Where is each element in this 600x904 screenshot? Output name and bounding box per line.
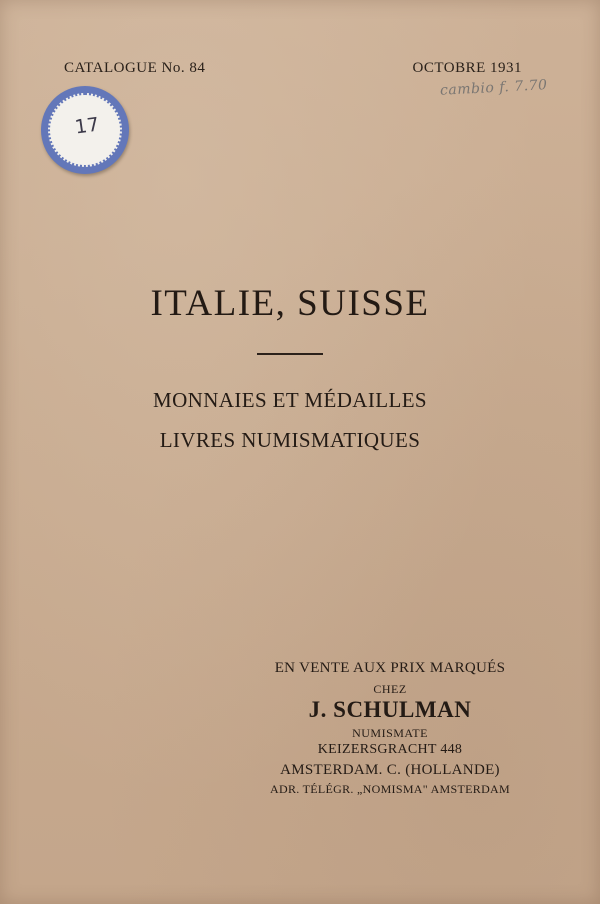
catalogue-number: CATALOGUE No. 84 [64,60,206,76]
imprint-dealer-name: J. SCHULMAN [308,697,472,722]
imprint-chez: CHEZ [373,682,407,696]
imprint-telegraph-address: ADR. TÉLÉGR. „NOMISMA" AMSTERDAM [270,782,510,796]
cover-title: ITALIE, SUISSE [150,283,430,324]
handwritten-price-note: cambio f. 7.70 [440,77,549,99]
imprint-city: AMSTERDAM. C. (HOLLANDE) [280,762,500,778]
sticker-number: 17 [73,113,101,139]
subtitle-coins-medals: MONNAIES ET MÉDAILLES [153,388,427,412]
title-divider [257,353,323,355]
sticker-inner [48,93,122,167]
publication-date: OCTOBRE 1931 [412,60,522,76]
imprint-profession: NUMISMATE [352,726,428,740]
subtitle-numismatic-books: LIVRES NUMISMATIQUES [159,428,421,452]
imprint-sale-line: EN VENTE AUX PRIX MARQUÉS [274,660,506,676]
inventory-sticker [41,86,129,174]
imprint-street: KEIZERSGRACHT 448 [317,742,463,757]
